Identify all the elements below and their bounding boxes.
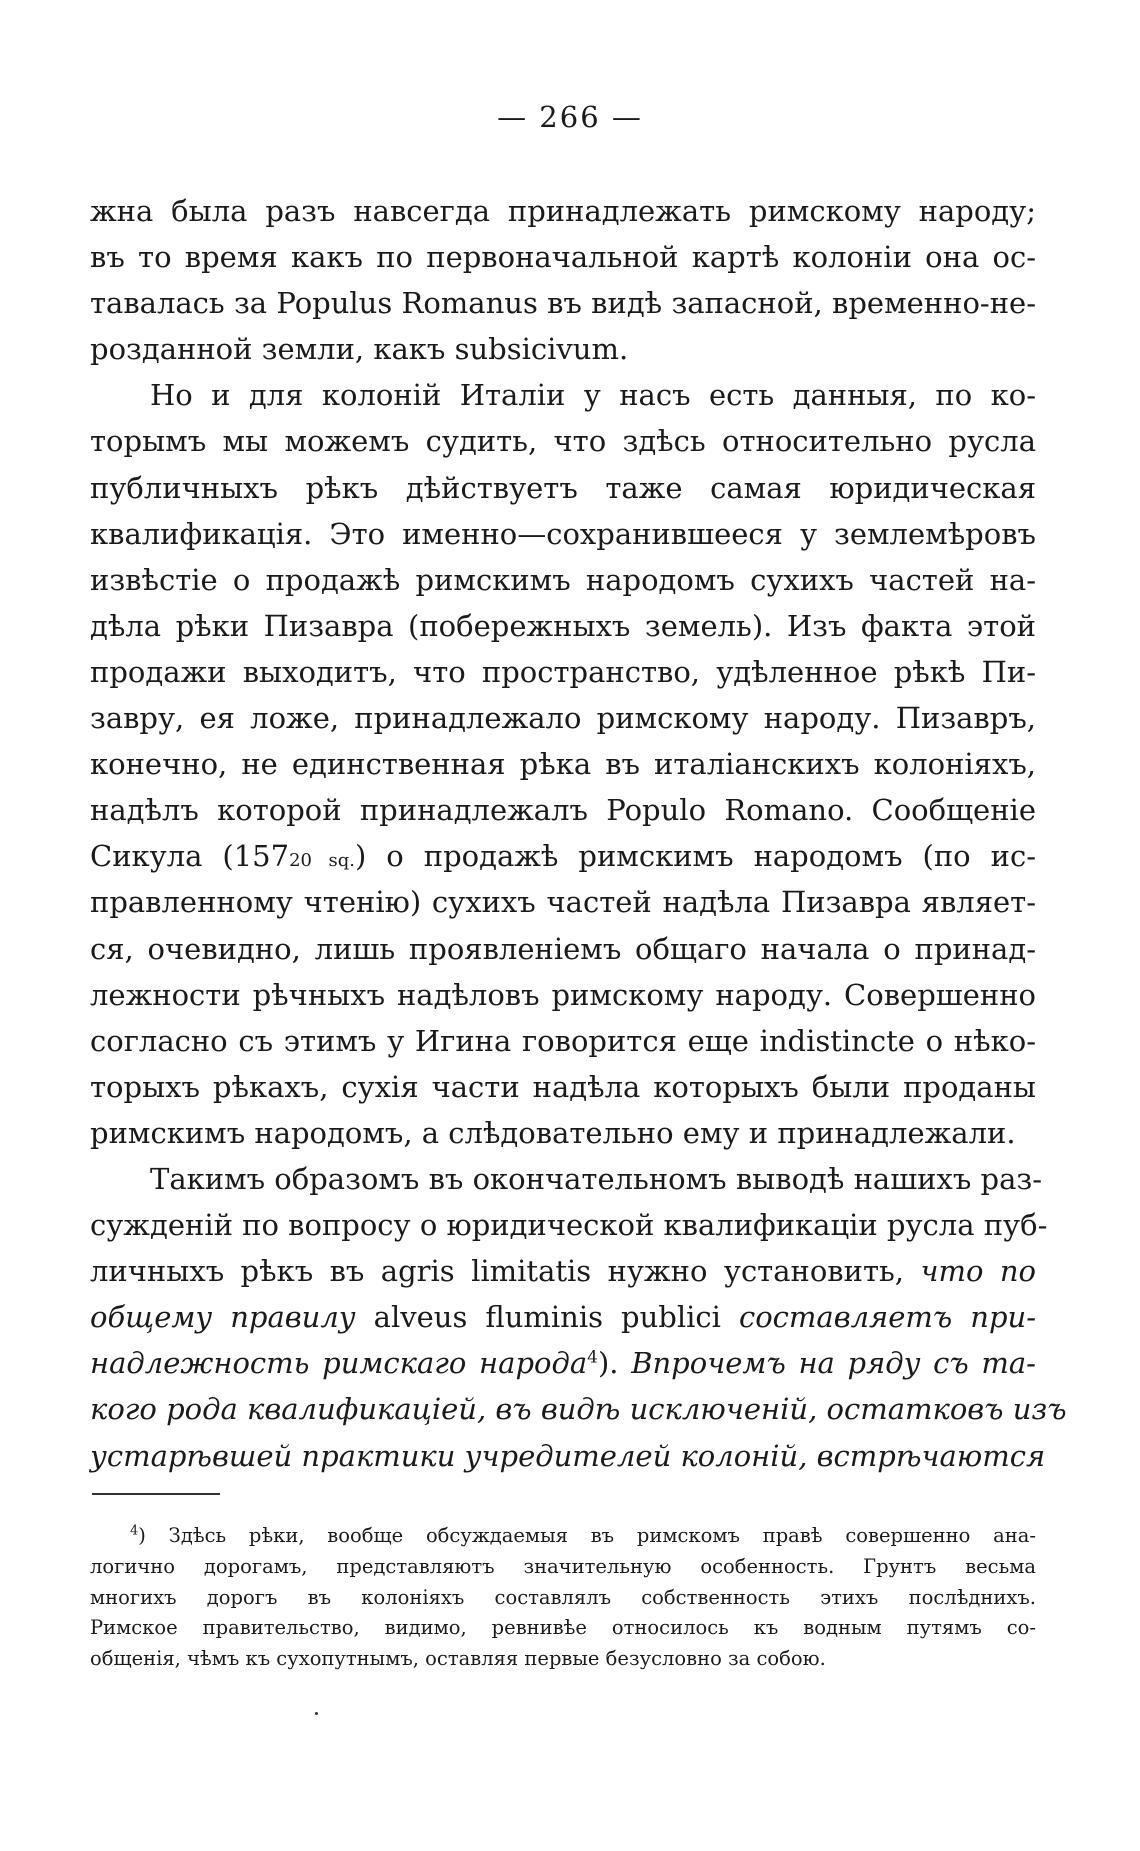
text-line: тавалась за Populus Romanus въ видѣ запасной, временно-не- [90,286,1036,321]
text-line [90,1248,1036,1294]
text-line: квалификація. Это именно—сохранившееся у землемѣровъ [90,516,1036,551]
text-line: продажи выходитъ, что пространство, удѣленное рѣкѣ Пи- [90,654,1036,689]
main-text [90,188,1067,1479]
italic-segment: кого рода квалификаціей, въ видѣ исключеній, остатковъ изъ [90,1392,1067,1427]
text-line [90,833,1036,879]
text-line: торымъ мы можемъ судить, что здѣсь относительно русла [90,424,1036,459]
text-line: согласно съ этимъ у Игина говорится еще indistincte о нѣко- [90,1023,1036,1058]
text-line: публичныхъ рѣкъ дѣйствуетъ таже самая юридическая [90,470,1036,505]
footnote-line: Римское правительство, видимо, ревнивѣе относилось къ водным путямъ со- [90,1616,1036,1640]
text-line: завру, ея ложе, принадлежало римскому народу. Пизавръ, [90,701,1036,736]
footnote-line: логично дорогамъ, представляютъ значительную особенность. Грунтъ весьма [90,1554,1036,1578]
text-line: ся, очевидно, лишь проявленіемъ общаго начала о принад- [90,931,1036,966]
text-segment: Сикула (157 [90,839,290,874]
italic-segment: составляетъ при- [738,1300,1037,1335]
text-segment: ). [597,1346,632,1381]
text-line [90,1294,1036,1340]
text-line: извѣстіе о продажѣ римскимъ народомъ сухихъ частей на- [90,562,1036,597]
text-segment: alveus fluminis publici [355,1300,739,1335]
page-number: — 266 — [497,100,643,134]
text-line: розданной земли, какъ subsicivum. [90,332,629,367]
text-line: конечно, не единственная рѣка въ италіанскихъ колоніяхъ, [90,747,1036,782]
footnotes [90,1521,1036,1675]
italic-segment: общему правилу [90,1300,356,1335]
italic-segment: Впрочемъ на ряду съ та- [631,1346,1036,1381]
text-segment: ) о продажѣ римскимъ народомъ (по ис- [354,839,1036,874]
footnote-line: многихъ дорогъ въ колоніяхъ составлялъ собственность этихъ послѣднихъ. [90,1585,1036,1609]
text-line: въ то время какъ по первоначальной картѣ колоніи она ос- [90,240,1036,275]
text-line [90,1340,1036,1386]
text-line: надѣлъ которой принадлежалъ Populo Romano. Сообщеніе [90,793,1036,828]
text-line [90,1433,1046,1479]
text-segment: личныхъ рѣкъ въ agris limitatis нужно установить, [90,1254,921,1289]
text-line: дѣла рѣки Пизавра (побережныхъ земель). Изъ факта этой [90,608,1036,643]
citation-subscript: 20 sq. [289,850,355,872]
text-line: правленному чтенію) сухихъ частей надѣла Пизавра являет- [90,885,1036,920]
text-line: Но и для колоній Италіи у насъ есть данныя, по ко- [150,378,1036,413]
text-line: торыхъ рѣкахъ, сухія части надѣла которыхъ были проданы [90,1069,1036,1104]
footnote-marker: 4 [130,1523,139,1539]
text-line: Такимъ образомъ въ окончательномъ выводѣ нашихъ раз- [150,1161,1043,1196]
italic-segment: что по [920,1254,1036,1289]
footnote-line: общенія, чѣмъ къ сухопутнымъ, оставляя первые безусловно за собою. [90,1647,826,1671]
italic-segment: устарѣвшей практики учредителей колоній, встрѣчаются [90,1438,1046,1473]
footnote-line [90,1521,1036,1552]
footnote-divider [92,1493,220,1495]
text-line: римскимъ народомъ, а слѣдовательно ему и принадлежали. [90,1115,1016,1150]
text-line [90,1386,1067,1432]
print-speck [315,1712,318,1715]
text-line: сужденій по вопросу о юридической квалификаціи русла пуб- [90,1208,1048,1243]
text-line: лежности рѣчныхъ надѣловъ римскому народу. Совершенно [90,977,1036,1012]
footnote-text: ) Здѣсь рѣки, вообще обсуждаемыя въ римскомъ правѣ совершенно ана- [138,1524,1036,1547]
text-line: жна была разъ навсегда принадлежать римскому народу; [90,194,1036,228]
italic-segment: надлежность римскаго народа [90,1346,588,1381]
footnote-reference[interactable]: 4 [587,1347,598,1368]
